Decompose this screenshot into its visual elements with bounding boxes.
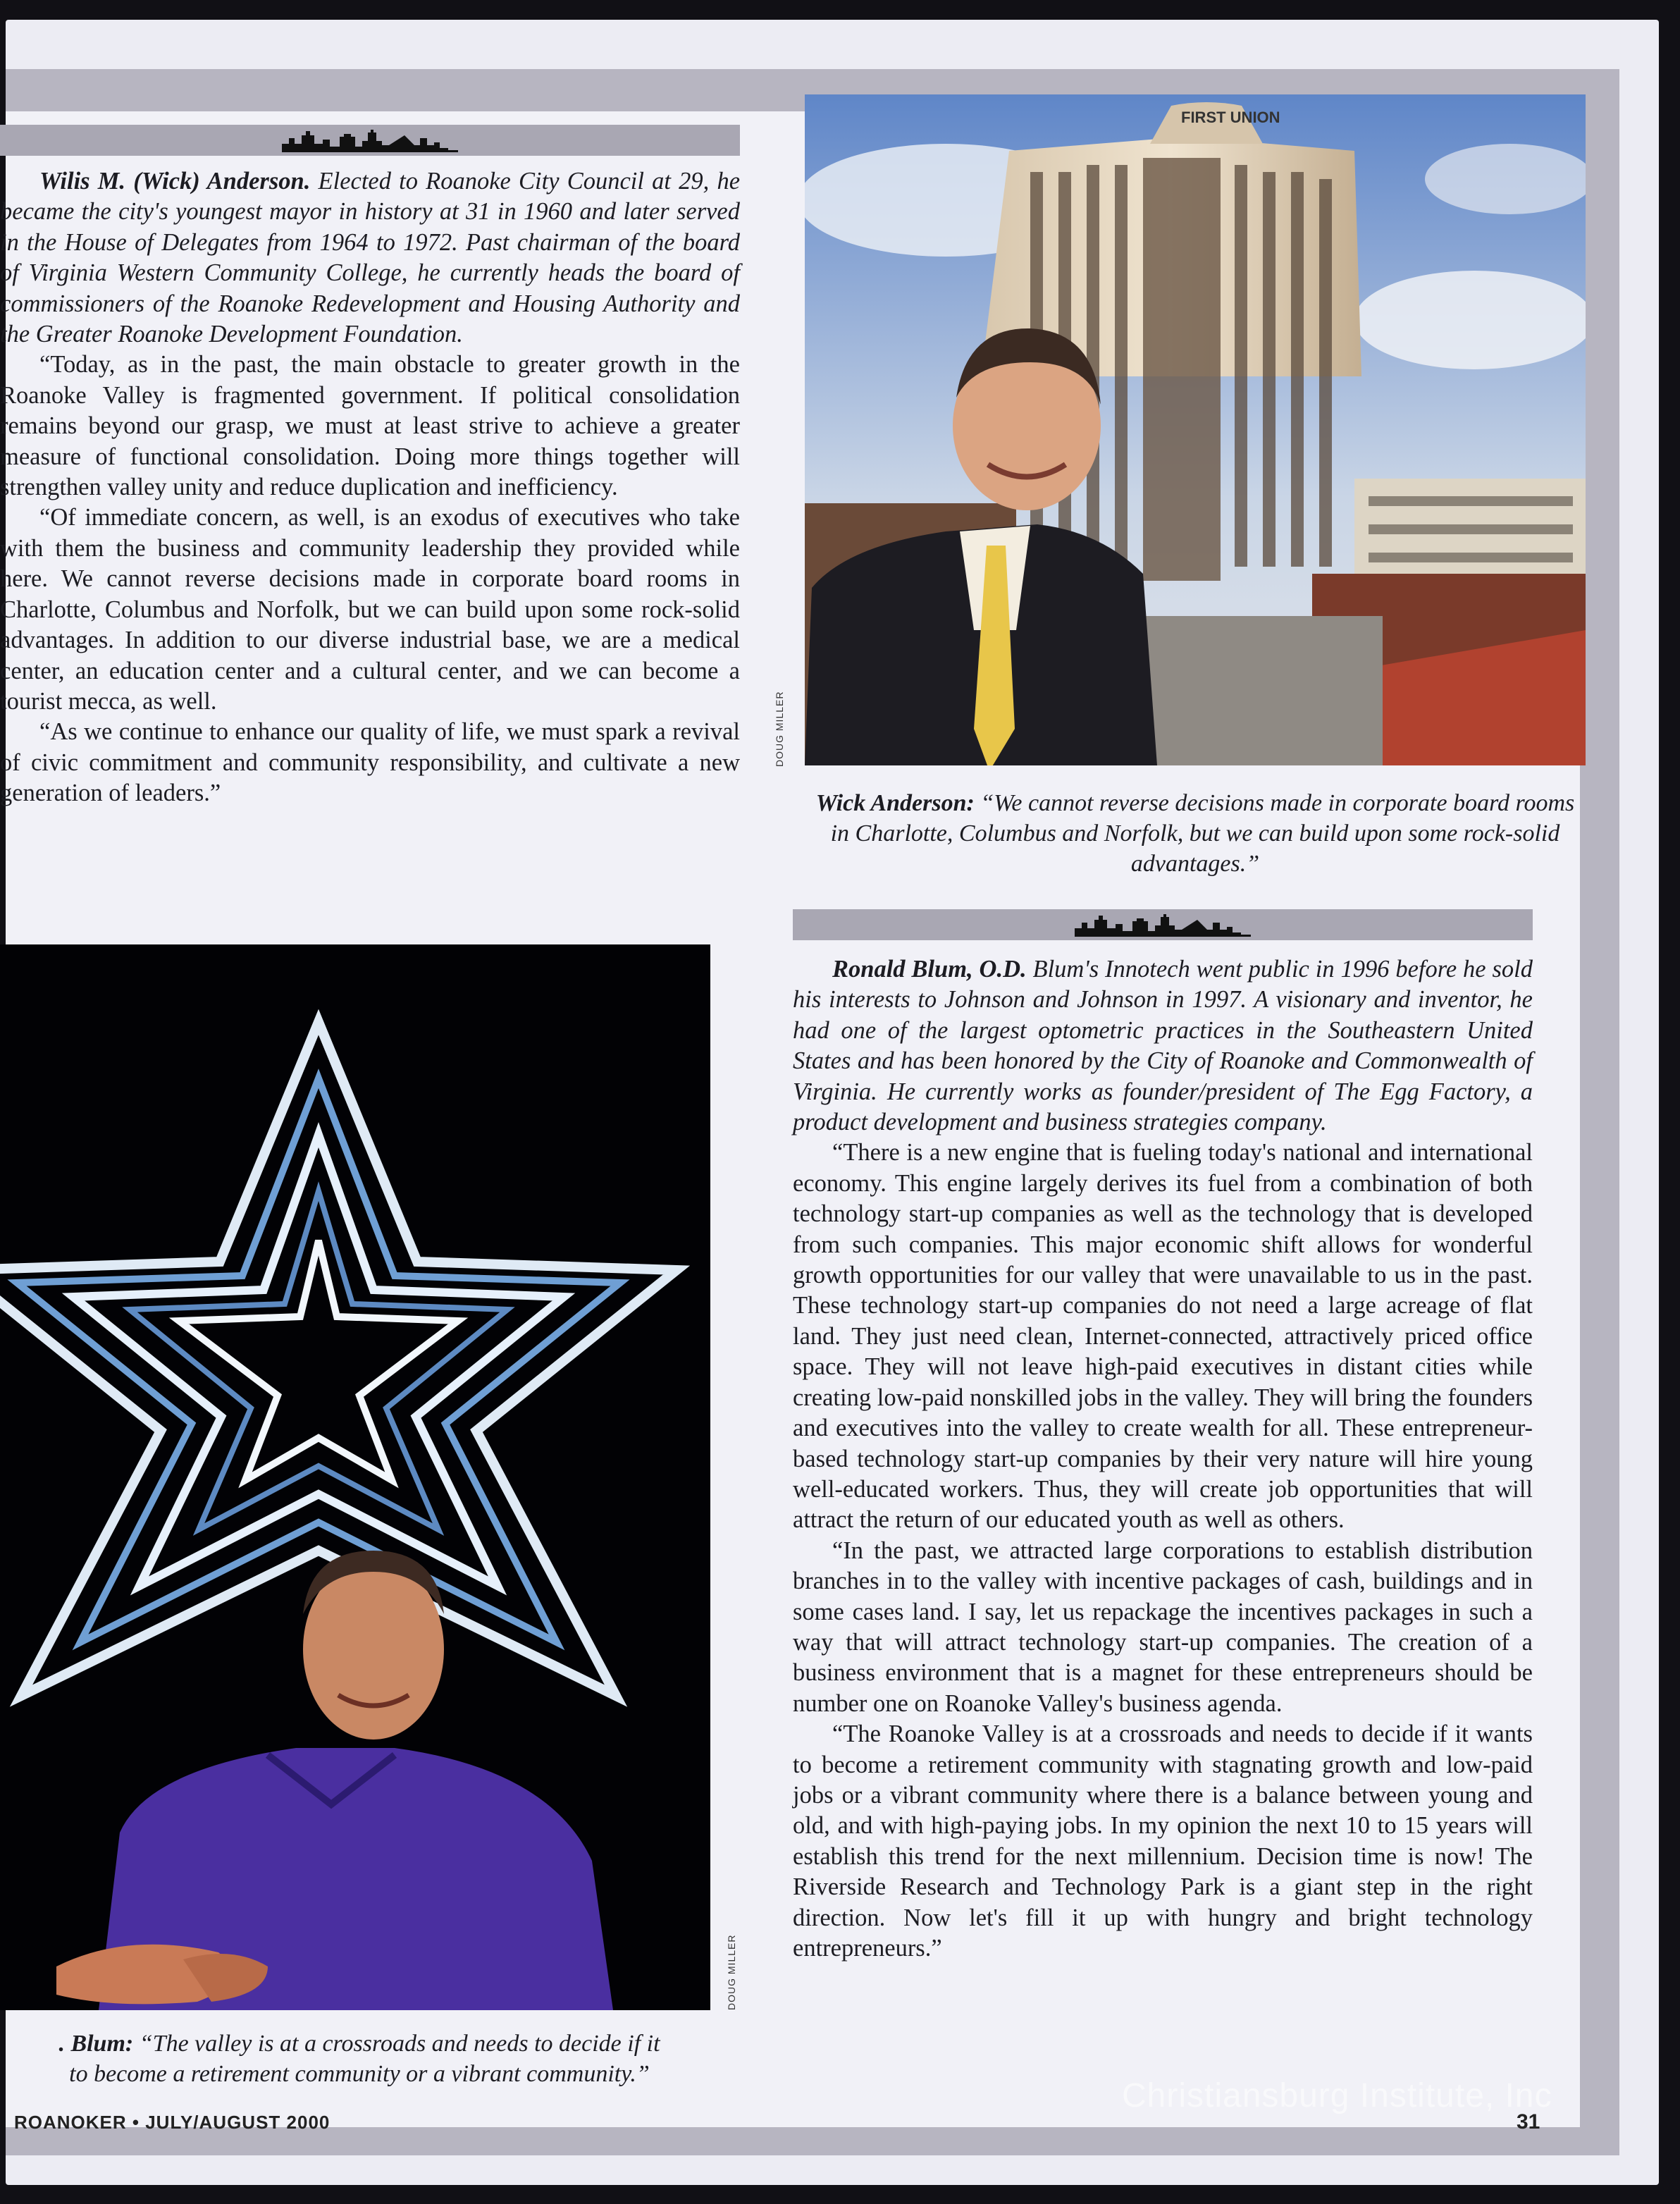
blum-caption-line-2: to become a retirement community or a vibrant community.” xyxy=(69,2061,650,2087)
anderson-caption xyxy=(805,788,1586,879)
anderson-caption-name: Wick Anderson: xyxy=(815,790,975,816)
blum-article xyxy=(793,954,1533,1964)
magazine-footer: ROANOKER • JULY/AUGUST 2000 xyxy=(14,2112,331,2133)
anderson-bio xyxy=(0,166,740,350)
blum-photo-credit: DOUG MILLER xyxy=(726,1934,737,2010)
anderson-paragraph: “Today, as in the past, the main obstacle to greater growth in the Roanoke Valley is fragmented government. If political consolidation remains beyond our grasp, we must at least strive to achieve a greater measure of functional consolidation. Doing more things together will strengthen valley unity and reduce duplication and inefficiency. xyxy=(0,351,740,501)
blum-bio xyxy=(793,954,1533,1138)
blum-name: Ronald Blum, O.D. xyxy=(832,956,1027,983)
anderson-photo-credit: DOUG MILLER xyxy=(774,691,785,767)
section-divider-anderson xyxy=(0,125,740,156)
page-number: 31 xyxy=(1517,2110,1540,2134)
building-sign: FIRST UNION xyxy=(1181,109,1280,126)
blum-paragraph: “There is a new engine that is fueling today's national and international economy. This engine largely derives its fuel from a combination of both technology start-up companies as well as the technology that is developed from such companies. This major economic shift allows for wonderful growth opportunities for our valley that were unavailable to us in the past. These technology start-up companies do not need a large acreage of flat land. They just need clean, Internet-connected, attractively priced office space. They will not leave high-paid executives in distant cities while creating low-paid nonskilled jobs in the valley. They will bring the founders and executives into the valley to create wealth for all. These entrepreneur-based technology start-up companies by their very nature will hire young well-educated workers. Thus, they will create job opportunities that will attract the return of our educated youth as well as others. xyxy=(793,1139,1533,1534)
blum-paragraph: “In the past, we attracted large corporations to establish distribution branches in to the valley with incentive packages of cash, buildings and in some cases land. I say, let us repackage the incentives packages in such a way that will attract technology start-up companies. The creation of a business environment that is a magnet for these entrepreneurs should be number one on Roanoke Valley's business agenda. xyxy=(793,1537,1533,1717)
skyline-icon xyxy=(1075,913,1251,937)
anderson-caption-text: “We cannot reverse decisions made in corporate board rooms in Charlotte, Columbus and Norfolk, but we can build upon some rock-solid advantages.” xyxy=(830,790,1575,877)
skyline-icon xyxy=(282,128,458,152)
blum-caption-line-1 xyxy=(0,2028,719,2059)
blum-caption-name: . Blum: xyxy=(58,2031,134,2057)
blum-photo xyxy=(0,944,710,2010)
blum-paragraph: “The Roanoke Valley is at a crossroads and needs to decide if it wants to become a retirement community with stagnating growth and low-paid jobs or a vibrant community where there is a balance between young and old, and with high-paying jobs. In my opinion the next 10 to 15 years will establish this trend for the next millennium. Decision time is now! The Riverside Research and Technology Park is a giant step in the right direction. Now let's fill it up with hungry and bright technology entrepreneurs.” xyxy=(793,1720,1533,1962)
watermark: Christiansburg Institute, Inc xyxy=(1122,2077,1552,2114)
anderson-paragraph: “Of immediate concern, as well, is an exodus of executives who take with them the business and community leadership they provided while here. We cannot reverse decisions made in corporate board rooms in Charlotte, Columbus and Norfolk, but we can build upon some rock-solid advantages. In addition to our diverse industrial base, we are a medical center, an education center and a cultural center, and we can become a tourist mecca, as well. xyxy=(0,504,740,715)
anderson-paragraph: “As we continue to enhance our quality of life, we must spark a revival of civic commitment and community responsibility, and cultivate a new generation of leaders.” xyxy=(0,718,740,807)
anderson-bio-text: Elected to Roanoke City Council at 29, he became the city's youngest mayor in history at 31 in 1960 and later served in the House of Delegates from 1964 to 1972. Past chairman of the board of Virginia Western Community College, he currently heads the board of commissioners of the Roanoke Redevelopment and Housing Authority and the Greater Roanoke Development Foundation. xyxy=(0,168,741,348)
anderson-name: Wilis M. (Wick) Anderson. xyxy=(39,168,311,195)
anderson-article xyxy=(0,166,740,809)
blum-caption-text-1: “The valley is at a crossroads and needs to decide if it xyxy=(139,2031,660,2057)
blum-caption xyxy=(0,2028,719,2089)
blum-bio-text: Blum's Innotech went public in 1996 before he sold his interests to Johnson and Johnson in 1997. A visionary and inventor, he had one of the largest optometric practices in the Southeastern United States and has been honored by the City of Roanoke and Commonwealth of Virginia. He currently works as founder/president of The Egg Factory, a product development and business strategies company. xyxy=(793,956,1533,1136)
section-divider-blum xyxy=(793,909,1533,940)
anderson-photo xyxy=(805,94,1586,765)
